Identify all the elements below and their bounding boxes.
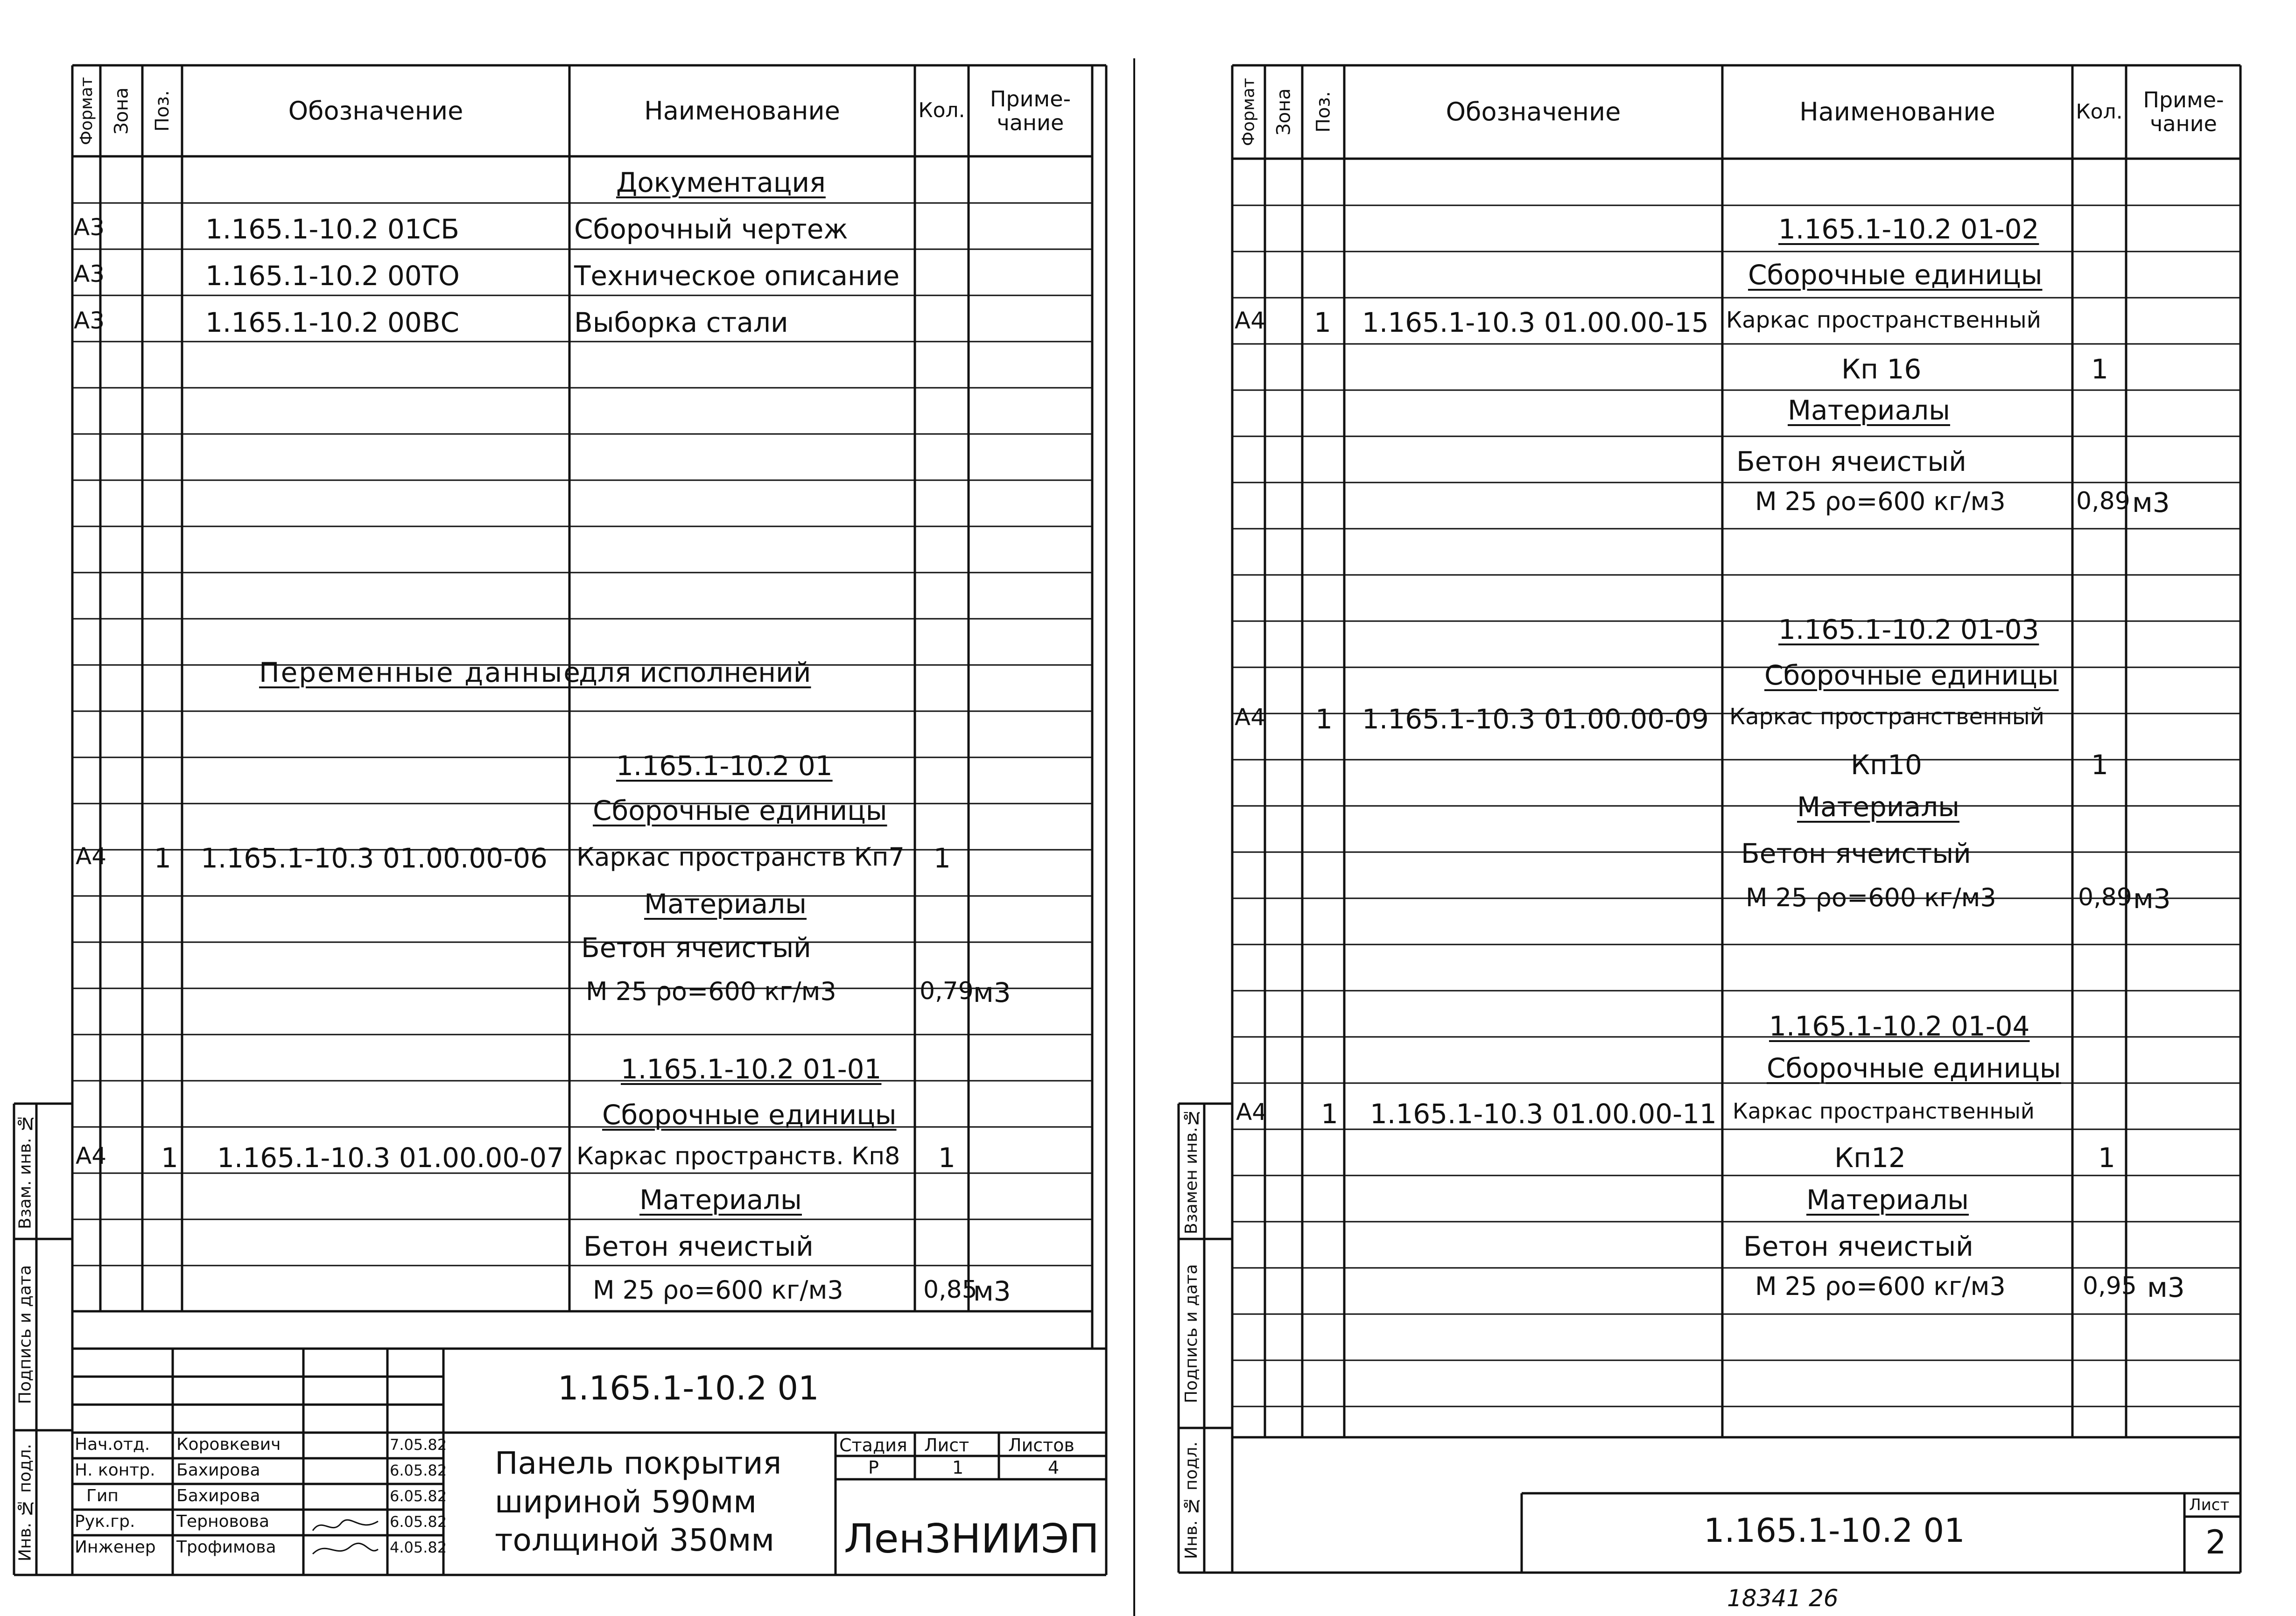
header-format: Формат xyxy=(77,77,96,145)
name-cell: для исполнений xyxy=(579,657,811,688)
header-qty: Кол. xyxy=(2076,99,2123,124)
stamp-role: Гип xyxy=(86,1486,119,1505)
name-cell: 1.165.1-10.2 01-02 xyxy=(1778,213,2039,245)
designation-cell: 1.165.1-10.2 01СБ xyxy=(205,213,459,245)
format-cell: А3 xyxy=(74,214,105,241)
format-cell: А4 xyxy=(76,843,107,870)
name-cell: Кп10 xyxy=(1851,749,1922,781)
qty-cell: 0,95 xyxy=(2083,1272,2137,1300)
header-zone: Зона xyxy=(1273,88,1295,136)
format-cell: А4 xyxy=(1236,1098,1267,1126)
name-cell: М 25 ρо=600 кг/м3 xyxy=(1755,1272,2006,1301)
note-cell: м3 xyxy=(2132,487,2170,518)
name-cell: Кп12 xyxy=(1834,1142,1906,1174)
stamp-title-line: Панель покрытия xyxy=(495,1445,782,1481)
name-cell: М 25 ρо=600 кг/м3 xyxy=(1755,487,2006,516)
name-cell: Бетон ячеистый xyxy=(1736,446,1966,477)
stamp-stage: Р xyxy=(868,1457,879,1478)
qty-cell: 1 xyxy=(2091,749,2108,781)
stamp-role: Инженер xyxy=(75,1538,156,1557)
stamp-role: Н. контр. xyxy=(75,1461,155,1480)
side-label-replace-inv: Взамен инв.№ xyxy=(1182,1108,1201,1235)
designation-cell: 1.165.1-10.3 01.00.00-07 xyxy=(217,1142,564,1174)
name-cell: Бетон ячеистый xyxy=(581,932,811,964)
handwritten-signature xyxy=(308,1512,383,1563)
stamp-role: Рук.гр. xyxy=(75,1512,135,1531)
name-cell: Бетон ячеистый xyxy=(583,1231,814,1262)
designation-cell: 1.165.1-10.3 01.00.00-15 xyxy=(1362,307,1709,338)
qty-cell: 0,85 xyxy=(923,1276,977,1304)
qty-cell: 1 xyxy=(938,1142,955,1174)
stamp-stage-header: Стадия xyxy=(839,1435,907,1455)
stamp-date: 4.05.82 xyxy=(390,1539,447,1556)
name-cell: Каркас пространственный xyxy=(1729,704,2044,730)
stamp-code: 1.165.1-10.2 01 xyxy=(558,1369,819,1407)
archive-number: 18341 26 xyxy=(1727,1585,1839,1612)
designation-cell: 1.165.1-10.3 01.00.00-06 xyxy=(201,842,548,874)
name-cell: Сборочные единицы xyxy=(1748,259,2043,291)
note-cell: м3 xyxy=(973,1275,1011,1307)
name-cell: Сборочные единицы xyxy=(1767,1052,2061,1084)
stamp-date: 7.05.82 xyxy=(390,1436,447,1454)
name-cell: Материалы xyxy=(1806,1184,1969,1216)
header-pos: Поз. xyxy=(1313,91,1334,133)
name-cell: М 25 ρо=600 кг/м3 xyxy=(586,977,836,1006)
qty-cell: 1 xyxy=(934,842,951,874)
qty-cell: 0,79 xyxy=(920,977,974,1005)
name-cell: 1.165.1-10.2 01-01 xyxy=(621,1053,882,1085)
header-designation: Обозначение xyxy=(1446,97,1621,127)
qty-cell: 1 xyxy=(2091,353,2108,385)
name-cell: Материалы xyxy=(639,1184,802,1216)
format-cell: А3 xyxy=(74,260,105,287)
qty-cell: 0,89 xyxy=(2078,883,2132,911)
designation-cell: 1.165.1-10.2 00ТО xyxy=(205,260,460,292)
name-cell: 1.165.1-10.2 01 xyxy=(616,750,833,782)
name-cell: Кп 16 xyxy=(1841,353,1922,385)
side-label-signature-date: Подпись и дата xyxy=(1182,1264,1201,1403)
stamp-role: Нач.отд. xyxy=(75,1435,150,1454)
stamp-date: 6.05.82 xyxy=(390,1513,447,1531)
pos-cell: 1 xyxy=(1315,703,1333,735)
qty-cell: 1 xyxy=(2098,1142,2115,1174)
header-designation: Обозначение xyxy=(288,96,463,126)
side-label-inv-orig: Инв. № подл. xyxy=(1182,1441,1201,1559)
name-cell: Бетон ячеистый xyxy=(1741,838,1971,869)
stamp-sheets: 4 xyxy=(1048,1457,1060,1478)
header-name: Наименование xyxy=(644,96,840,126)
name-cell: Сборочные единицы xyxy=(593,795,887,826)
name-cell: Каркас пространственный xyxy=(1726,307,2041,333)
format-cell: А4 xyxy=(1235,704,1266,731)
format-cell: А3 xyxy=(74,307,105,334)
stamp-sheets-header: Листов xyxy=(1008,1435,1074,1455)
stamp-person: Терновова xyxy=(176,1512,270,1531)
pos-cell: 1 xyxy=(1321,1098,1338,1130)
stamp-person: Коровкевич xyxy=(176,1435,281,1454)
name-cell: М 25 ρо=600 кг/м3 xyxy=(1746,883,1996,912)
designation-cell: Переменные данные xyxy=(259,657,582,688)
stamp-person: Бахирова xyxy=(176,1486,260,1505)
stamp-date: 6.05.82 xyxy=(390,1487,447,1505)
pos-cell: 1 xyxy=(161,1142,178,1174)
pos-cell: 1 xyxy=(1314,307,1331,338)
side-label-inv-orig: Инв. № подл. xyxy=(15,1444,35,1561)
stamp-title-line: шириной 590мм xyxy=(495,1483,757,1520)
header-format: Формат xyxy=(1239,77,1258,147)
name-cell: Материалы xyxy=(644,888,807,920)
designation-cell: 1.165.1-10.3 01.00.00-11 xyxy=(1370,1098,1717,1130)
name-cell: Каркас пространственный xyxy=(1733,1098,2035,1124)
name-cell: Документация xyxy=(616,167,826,198)
name-cell: Сборочные единицы xyxy=(1764,659,2059,691)
name-cell: Материалы xyxy=(1797,791,1959,823)
note-cell: м3 xyxy=(2133,883,2171,915)
pos-cell: 1 xyxy=(154,842,171,874)
name-cell: М 25 ρо=600 кг/м3 xyxy=(593,1275,843,1305)
stamp-sheet-header: Лист xyxy=(2189,1496,2230,1514)
note-cell: м3 xyxy=(2147,1272,2185,1303)
header-note: Приме- чание xyxy=(990,86,1071,135)
qty-cell: 0,89 xyxy=(2076,487,2130,515)
name-cell: Выборка стали xyxy=(574,307,788,338)
side-label-replace-inv: Взам. инв. № xyxy=(15,1113,35,1229)
name-cell: Материалы xyxy=(1788,394,1950,426)
stamp-person: Бахирова xyxy=(176,1461,260,1480)
name-cell: 1.165.1-10.2 01-03 xyxy=(1778,614,2039,645)
name-cell: Сборочный чертеж xyxy=(574,213,848,245)
stamp-sheet-header: Лист xyxy=(924,1435,969,1455)
side-label-signature-date: Подпись и дата xyxy=(15,1265,35,1405)
name-cell: Каркас пространств. Кп8 xyxy=(576,1142,900,1170)
header-name: Наименование xyxy=(1799,97,1995,127)
designation-cell: 1.165.1-10.2 00ВС xyxy=(205,307,459,338)
stamp-title-line: толщиной 350мм xyxy=(495,1522,775,1558)
stamp-person: Трофимова xyxy=(176,1538,276,1557)
name-cell: Техническое описание xyxy=(574,260,900,292)
header-zone: Зона xyxy=(111,87,133,134)
format-cell: А4 xyxy=(1235,307,1266,334)
stamp-sheet: 2 xyxy=(2205,1523,2226,1561)
stamp-title xyxy=(495,1444,781,1560)
stamp-date: 6.05.82 xyxy=(390,1462,447,1479)
format-cell: А4 xyxy=(76,1142,107,1169)
name-cell: Сборочные единицы xyxy=(602,1099,897,1131)
stamp-code: 1.165.1-10.2 01 xyxy=(1704,1511,1965,1550)
name-cell: Бетон ячеистый xyxy=(1743,1231,1973,1262)
header-qty: Кол. xyxy=(918,98,965,123)
name-cell: Каркас пространств Кп7 xyxy=(576,842,905,872)
note-cell: м3 xyxy=(973,977,1011,1008)
stamp-sheet: 1 xyxy=(952,1457,964,1478)
name-cell: 1.165.1-10.2 01-04 xyxy=(1769,1010,2030,1042)
stamp-organization: ЛенЗНИИЭП xyxy=(844,1516,1099,1562)
header-note: Приме- чание xyxy=(2143,87,2224,136)
header-pos: Поз. xyxy=(152,90,173,132)
designation-cell: 1.165.1-10.3 01.00.00-09 xyxy=(1362,703,1709,735)
